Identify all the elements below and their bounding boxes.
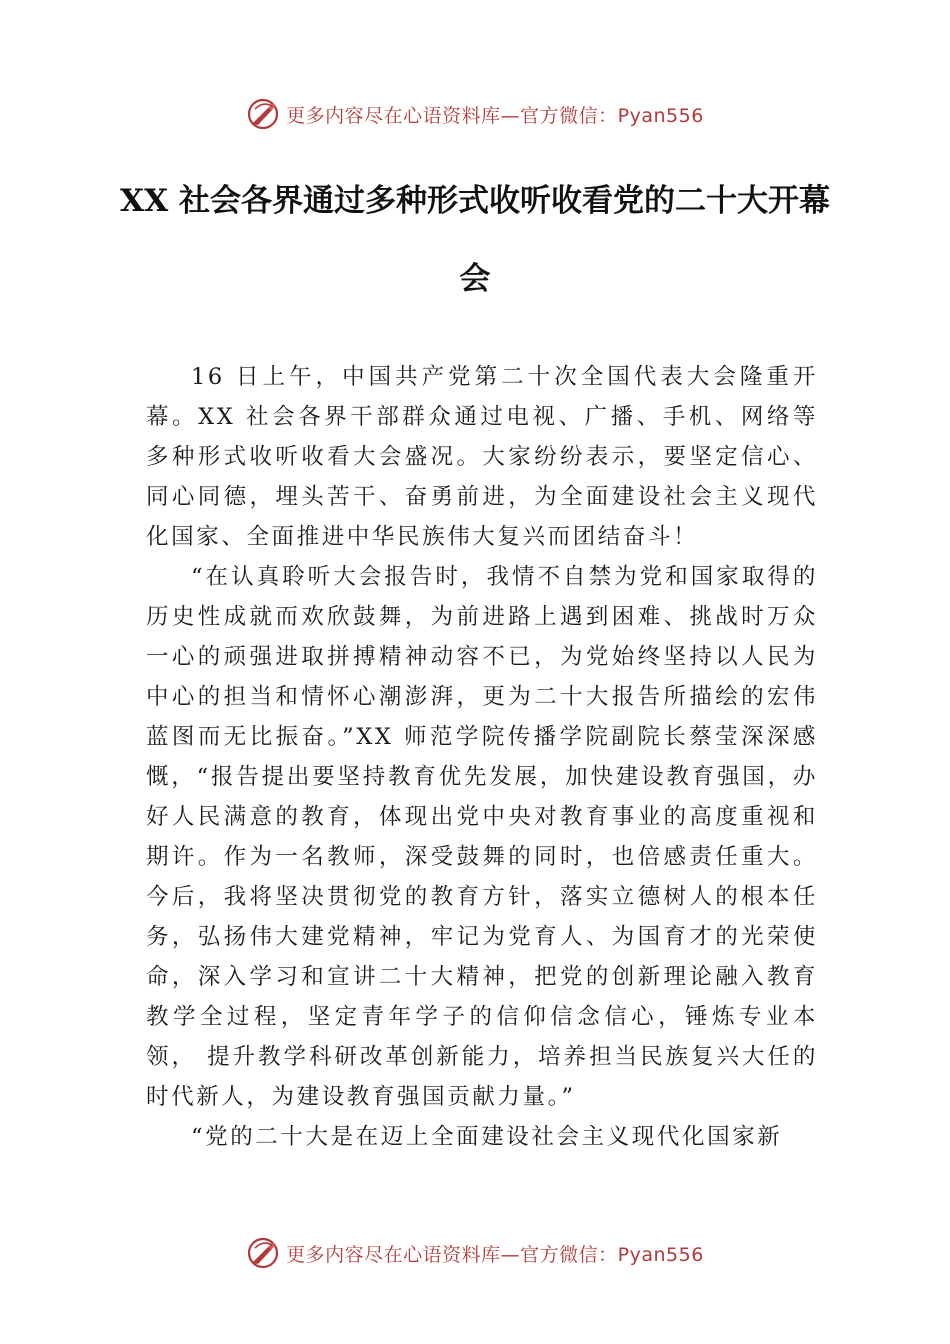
paragraph: 16 日上午，中国共产党第二十次全国代表大会隆重开幕。XX 社会各界干部群众通过电视、广播、手机、网络等多种形式收听收看大会盛况。大家纷纷表示，要坚定信心、同心同德，埋头苦干、奋勇前进，为全面建设社会主义现代化国家、全面推进中华民族伟大复兴而团结奋斗！ xyxy=(146,364,818,550)
footer-banner-text: 更多内容尽在心语资料库—官方微信：Pyan556 xyxy=(286,1243,704,1266)
footer-banner xyxy=(0,1233,950,1273)
header-banner-text: 更多内容尽在心语资料库—官方微信：Pyan556 xyxy=(286,104,704,127)
document-title: XX 社会各界通过多种形式收听收看党的二十大开幕会 xyxy=(120,183,830,297)
document-body xyxy=(146,357,818,1157)
paragraph: “党的二十大是在迈上全面建设社会主义现代化国家新 xyxy=(191,1124,783,1150)
pen-logo-icon xyxy=(246,97,280,131)
paragraph: “在认真聆听大会报告时，我情不自禁为党和国家取得的历史性成就而欢欣鼓舞，为前进路上遇到困难、挑战时万众一心的顽强进取拼搏精神动容不已，为党始终坚持以人民为中心的担当和情怀心潮澎湃，更为二十大报告所描绘的宏伟蓝图而无比振奋。”XX 师范学院传播学院副院长蔡莹深深感慨，“报告提出要坚持教育优先发展，加快建设教育强国，办好人民满意的教育，体现出党中央对教育事业的高度重视和期许。作为一名教师，深受鼓舞的同时，也倍感责任重大。 今后，我将坚决贯彻党的教育方针，落实立德树人的根本任务，弘扬伟大建党精神，牢记为党育人、为国育才的光荣使命，深入学习和宣讲二十大精神，把党的创新理论融入教育教学全过程，坚定青年学子的信仰信念信心，锤炼专业本领， 提升教学科研改革创新能力，培养担当民族复兴大任的时代新人，为建设教育强国贡献力量。” xyxy=(146,564,818,1110)
header-banner xyxy=(0,94,950,134)
pen-logo-icon xyxy=(246,1236,280,1270)
